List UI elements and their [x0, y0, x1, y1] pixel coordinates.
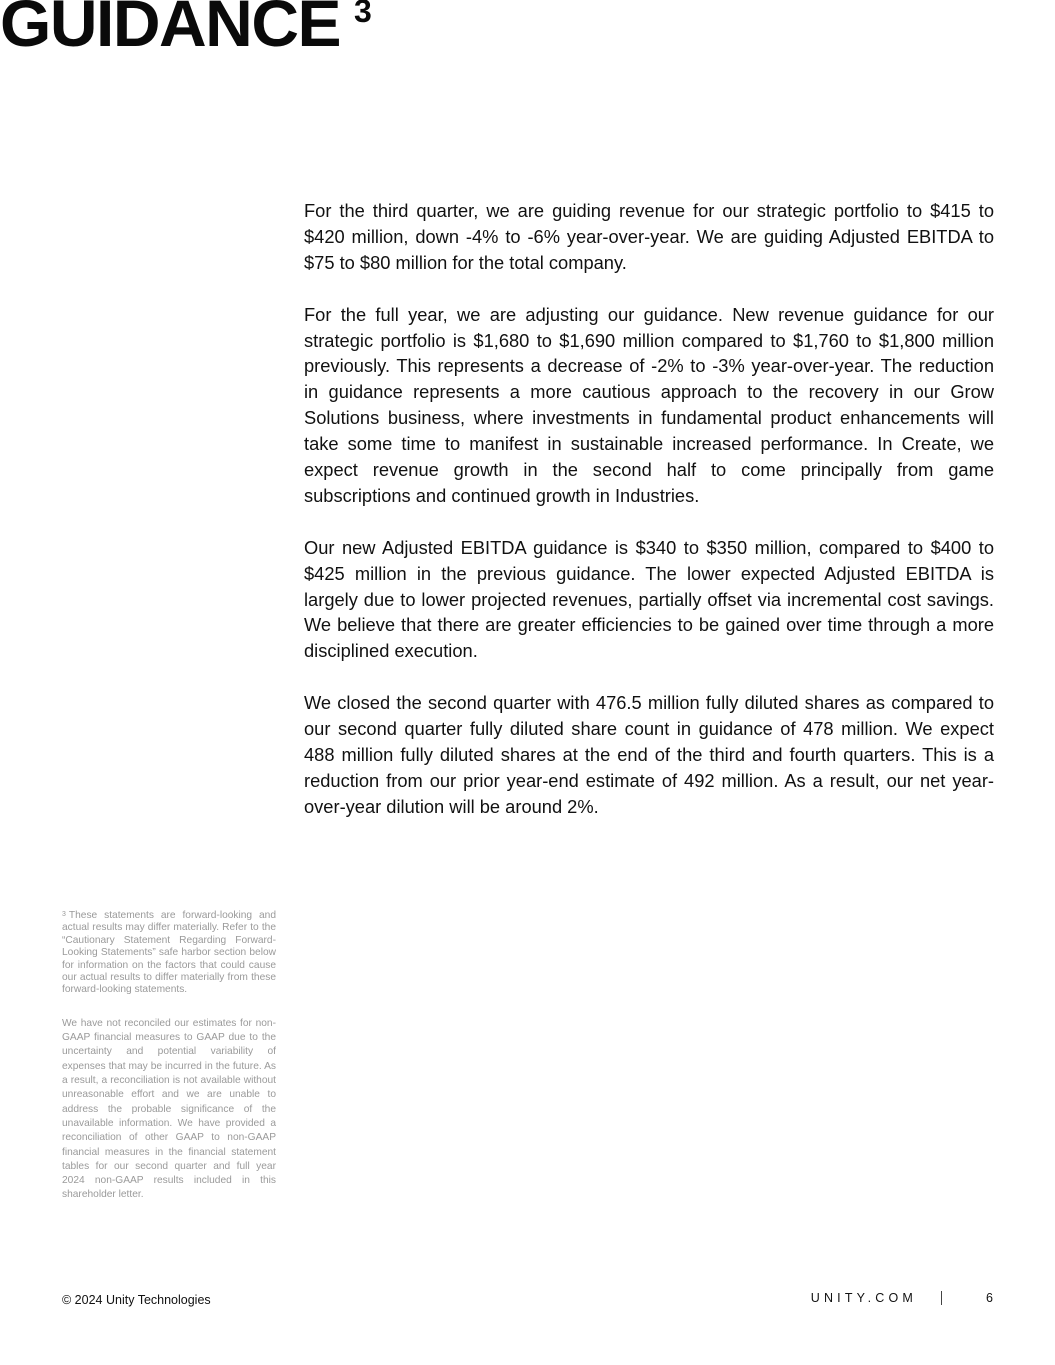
title-footnote-ref: 3	[354, 0, 371, 29]
footer-site-link[interactable]: UNITY.COM	[810, 1291, 918, 1305]
page-number: 6	[986, 1291, 993, 1305]
footer-right	[811, 1291, 993, 1305]
footer-divider	[941, 1291, 942, 1305]
footnotes-sidebar	[62, 910, 276, 1203]
footnote-forward-looking-text: These statements are forward-looking and actual results may differ materially. Refer to the “Cautionary Statement Regarding Forward-Looking Statements” safe harbor section below for information on the factors that could cause our actual results to differ materially from these forward-looking statements.	[62, 910, 276, 996]
paragraph-diluted-shares: We closed the second quarter with 476.5 million fully diluted shares as compared to our second quarter fully diluted share count in guidance of 478 million. We expect 488 million fully diluted shares at the end of the third and fourth quarters. This is a reduction from our prior year-end estimate of 492 million. As a result, our net year-over-year dilution will be around 2%.	[304, 692, 994, 817]
paragraph-adjusted-ebitda: Our new Adjusted EBITDA guidance is $340 to $350 million, compared to $400 to $425 million in the previous guidance. The lower expected Adjusted EBITDA is largely due to lower projected revenues, partially offset via incremental cost savings. We believe that there are greater efficiencies to be gained over time through a more disciplined execution.	[304, 536, 994, 662]
page-title-text: GUIDANCE	[0, 0, 341, 60]
guidance-body	[304, 198, 994, 846]
footnote-mark: 3	[62, 911, 66, 918]
footer-copyright: © 2024 Unity Technologies	[62, 1293, 211, 1307]
page-title	[0, 0, 371, 60]
footnote-non-gaap: We have not reconciled our estimates for non-GAAP financial measures to GAAP due to the uncertainty and potential variability of expenses that may be incurred in the future. As a result, a reconciliation is not available without unreasonable effort and we are unable to address the probable significance of the unavailable information. We have provided a reconciliation of other GAAP to non-GAAP financial measures in the financial statement tables for our second quarter and full year 2024 non-GAAP results included in this shareholder letter.	[62, 1017, 276, 1201]
paragraph-full-year-revenue: For the full year, we are adjusting our guidance. New revenue guidance for our strategic portfolio is $1,680 to $1,690 million compared to $1,760 to $1,800 million previously. This represents a decrease of -2% to -3% year-over-year. The reduction in guidance represents a more cautious approach to the recovery in our Grow Solutions business, where investments in fundamental product enhancements will take some time to manifest in sustainable increased performance. In Create, we expect revenue growth in the second half to come principally from game subscriptions and continued growth in Industries.	[304, 303, 994, 506]
paragraph-q3-guidance: For the third quarter, we are guiding revenue for our strategic portfolio to $415 to $420 million, down -4% to -6% year-over-year. We are guiding Adjusted EBITDA to $75 to $80 million for the total company.	[304, 200, 994, 273]
footnote-forward-looking	[62, 910, 276, 997]
